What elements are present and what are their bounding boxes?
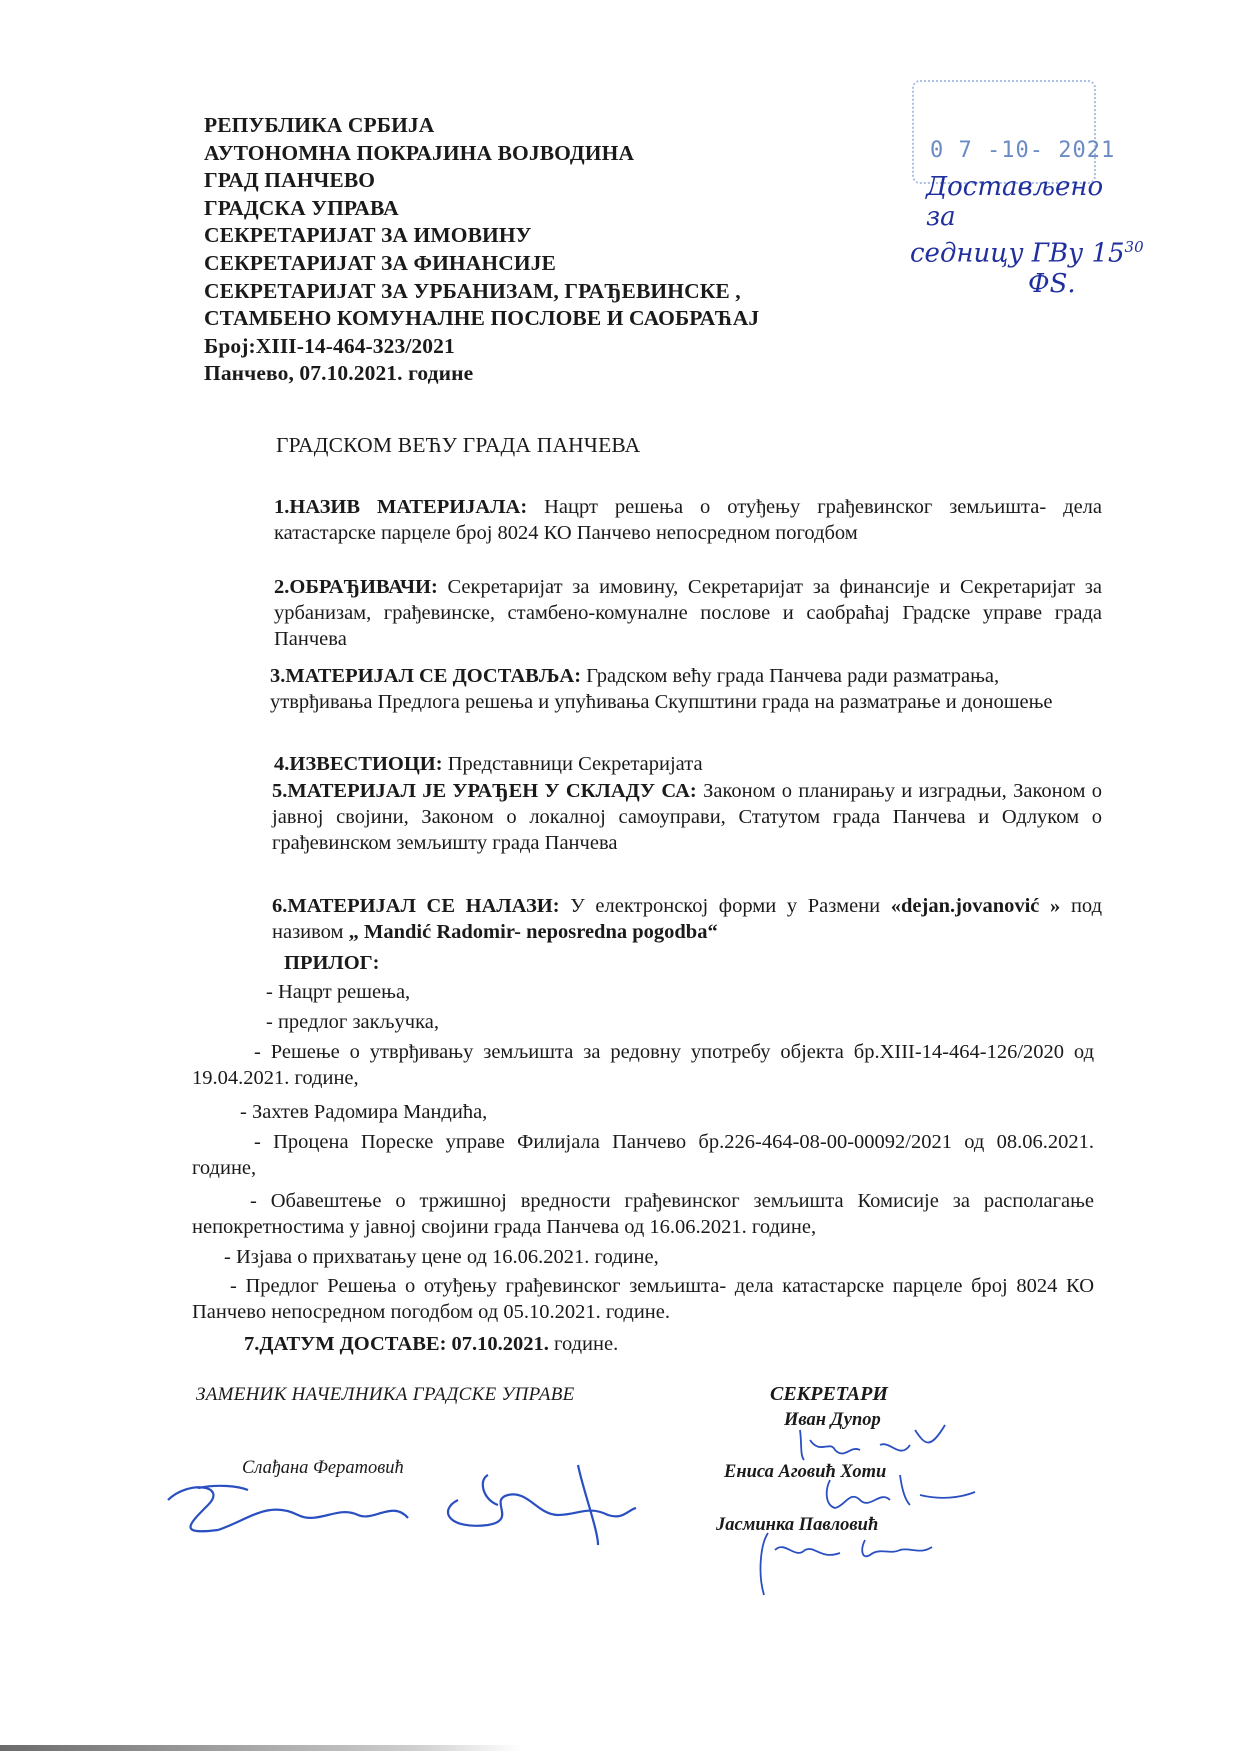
header-line-republic: РЕПУБЛИКА СРБИЈА (204, 113, 435, 137)
header-line-secretariat-urbanism: СЕКРЕТАРИЈАТ ЗА УРБАНИЗАМ, ГРАЂЕВИНСКЕ , (204, 278, 741, 303)
deputy-head-signature (158, 1460, 648, 1550)
handwritten-note-line-2: седницу ГВу $15^{30}$ (910, 238, 1144, 269)
scan-edge-artifact (0, 1745, 520, 1751)
attachment-item: - Предлог Решења о отуђењу грађевинског земљишта- дела катастарске парцеле број 8024 КО Панчево непосредном погодбом од 05.10.2021. године. (192, 1275, 1094, 1323)
attachments-title: ПРИЛОГ: (284, 952, 380, 974)
exchange-user-ref: «dejan.jovanović » (890, 895, 1061, 917)
header-line-secretariat-property: СЕКРЕТАРИЈАТ ЗА ИМОВИНУ (204, 223, 532, 248)
attachment-item: - Процена Пореске управе Филијала Панчево бр.226-464-08-00-00092/2021 од 08.06.2021. године, (192, 1131, 1094, 1179)
attachment-item: - Нацрт решења, (266, 981, 411, 1003)
document-number: Број:XIII-14-464-323/2021 (204, 333, 455, 358)
header-line-secretariat-finance: СЕКРЕТАРИЈАТ ЗА ФИНАНСИЈЕ (204, 250, 556, 275)
secretary-name-3: Јасминка Павловић (716, 1515, 879, 1535)
delivery-date: 7.ДАТУМ ДОСТАВЕ: 07.10.2021. године. (244, 1333, 619, 1355)
handwritten-note (910, 172, 1144, 299)
recipient-heading: ГРАДСКОМ ВЕЋУ ГРАДА ПАНЧЕВА (276, 433, 641, 457)
secretary-name-1: Иван Дупор (784, 1410, 881, 1430)
header-line-province: АУТОНОМНА ПОКРАЈИНА ВОЈВОДИНА (204, 140, 635, 165)
section-authors: 2.ОБРАЂИВАЧИ: Секретаријат за имовину, Секретаријат за финансије и Секретаријат за урбанизам, грађевинске, стамбено-комуналне послове и саобраћај Градске управе града Панчева (274, 576, 1102, 650)
header-line-secretariat-urbanism-cont: СТАМБЕНО КОМУНАЛНЕ ПОСЛОВЕ И САОБРАЋАЈ (204, 306, 760, 331)
handwritten-initials: ФЅ. (1028, 268, 1076, 299)
secretary-signature-2 (820, 1470, 980, 1515)
deputy-head-title: ЗАМЕНИК НАЧЕЛНИКА ГРАДСКЕ УПРАВЕ (196, 1384, 575, 1405)
attachment-item: - предлог закључка, (266, 1011, 439, 1033)
section-delivered-to: 3.МАТЕРИЈАЛ СЕ ДОСТАВЉА: Градском већу града Панчева ради разматрања, утврђивања Предлога решења и упућивања Скупштини града на разматрање и доношење (270, 665, 1053, 713)
stamp-date: 0 7 -10- 2021 (930, 138, 1116, 163)
attachment-item: - Изјава о прихватању цене од 16.06.2021. године, (224, 1246, 659, 1268)
section-compliance: 5.МАТЕРИЈАЛ ЈЕ УРАЂЕН У СКЛАДУ СА: Законом о планирању и изградњи, Законом о јавној својини, Законом о локалној самоуправи, Статутом града Панчева и Одлуком о грађевинском земљишту града Панчева (272, 780, 1102, 854)
attachment-item: - Захтев Радомира Мандића, (240, 1101, 488, 1123)
secretaries-title: СЕКРЕТАРИ (770, 1383, 888, 1405)
secretary-name-2: Ениса Аговић Хоти (724, 1462, 887, 1482)
section-reporters: 4.ИЗВЕСТИОЦИ: Представници Секретаријата (274, 753, 703, 775)
exchange-item-name: „ Mandić Radomir- neposredna pogodba“ (348, 921, 718, 943)
attachment-item: - Обавештење о тржишној вредности грађевинског земљишта Комисије за располагање непокретностима у јавној својини града Панчева од 16.06.2021. године, (192, 1190, 1094, 1238)
document-place-date: Панчево, 07.10.2021. године (204, 361, 474, 386)
handwritten-note-line-1: Достављено за (926, 172, 1104, 232)
section-material-location: 6.МАТЕРИЈАЛ СЕ НАЛАЗИ: У електронској форми у Размени «dejan.jovanović » под називом „ Mandić Radomir- neposredna pogodba“ (272, 895, 1103, 943)
attachment-item: - Решење о утврђивању земљишта за редовну употребу објекта бр.XIII-14-464-126/2020 од 19.04.2021. године, (192, 1041, 1094, 1089)
header-line-administration: ГРАДСКА УПРАВА (204, 195, 399, 220)
deputy-head-name: Слађана Фератовић (242, 1458, 404, 1478)
header-line-city: ГРАД ПАНЧЕВО (204, 168, 376, 193)
section-material-name: 1.НАЗИВ МАТЕРИЈАЛА: Нацрт решења о отуђењу грађевинског земљишта- дела катастарске парцеле број 8024 КО Панчево непосредном погодбом (274, 496, 1102, 544)
received-stamp-frame (912, 80, 1096, 184)
document-header (204, 112, 759, 388)
secretary-signature-3 (750, 1525, 940, 1600)
